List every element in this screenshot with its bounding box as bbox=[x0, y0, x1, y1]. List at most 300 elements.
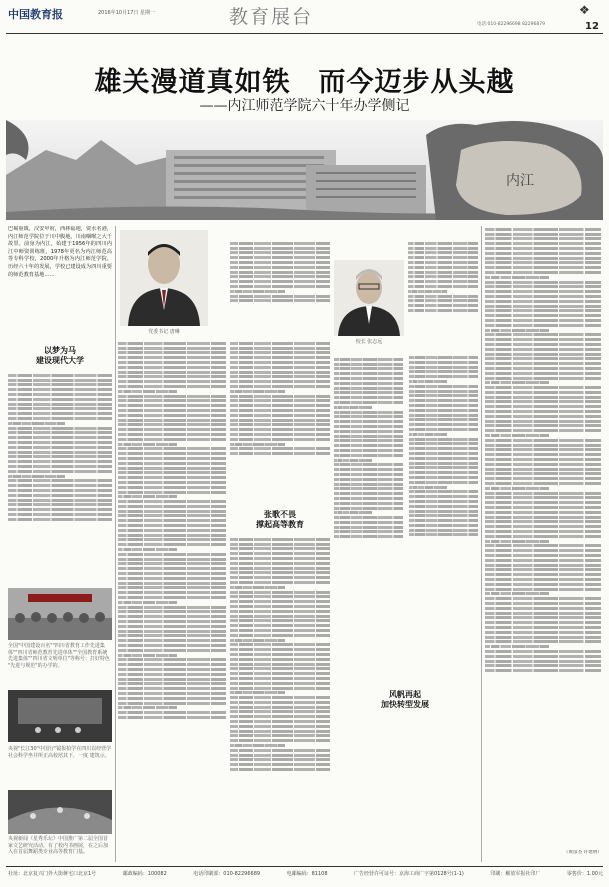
text-line bbox=[485, 597, 601, 600]
portrait-party-secretary bbox=[120, 230, 208, 326]
text-line bbox=[230, 414, 330, 417]
text-line bbox=[485, 348, 601, 351]
text-line bbox=[230, 247, 330, 250]
side-photo-1 bbox=[8, 588, 112, 640]
text-line bbox=[485, 362, 601, 365]
text-line bbox=[485, 559, 601, 562]
text-line bbox=[485, 621, 601, 624]
text-line bbox=[118, 620, 226, 623]
text-line bbox=[334, 420, 403, 423]
text-line bbox=[485, 468, 601, 471]
text-line bbox=[230, 547, 330, 550]
text-line bbox=[408, 275, 478, 278]
text-line bbox=[8, 427, 112, 430]
text-line bbox=[334, 401, 403, 404]
text-line bbox=[408, 261, 478, 264]
text-line bbox=[334, 487, 403, 490]
text-line bbox=[8, 388, 112, 391]
text-line bbox=[485, 588, 601, 591]
text-line bbox=[230, 290, 285, 293]
text-line bbox=[409, 510, 478, 513]
text-line bbox=[485, 314, 601, 317]
text-line bbox=[118, 596, 226, 599]
text-line bbox=[409, 438, 478, 441]
text-line bbox=[409, 414, 478, 417]
text-line bbox=[230, 629, 330, 632]
text-line bbox=[409, 533, 478, 536]
body-column-5 bbox=[485, 226, 601, 846]
text-line bbox=[485, 252, 601, 255]
text-line bbox=[408, 242, 478, 245]
subheadline: ——内江师范学院六十年办学侧记 bbox=[199, 98, 410, 114]
text-line bbox=[230, 744, 285, 747]
text-line bbox=[485, 228, 601, 231]
text-line bbox=[230, 261, 330, 264]
text-line bbox=[485, 281, 601, 284]
text-line bbox=[485, 516, 601, 519]
text-line bbox=[409, 361, 478, 364]
paper-mark-icon: ❖ bbox=[579, 3, 590, 17]
text-line bbox=[230, 615, 330, 618]
text-line bbox=[230, 687, 330, 690]
text-line bbox=[334, 526, 403, 529]
body-column-3-bottom bbox=[230, 536, 330, 862]
text-line bbox=[485, 242, 601, 245]
text-line bbox=[230, 285, 330, 288]
text-line bbox=[230, 677, 330, 680]
text-line bbox=[8, 441, 112, 444]
text-line bbox=[230, 667, 330, 670]
text-line bbox=[485, 338, 601, 341]
text-line bbox=[408, 256, 478, 259]
text-line bbox=[8, 398, 112, 401]
body-column-3-lower bbox=[230, 340, 330, 500]
text-line bbox=[409, 462, 478, 465]
text-line bbox=[230, 672, 330, 675]
text-line bbox=[118, 562, 226, 565]
text-line bbox=[485, 578, 601, 581]
text-line bbox=[118, 634, 226, 637]
text-line bbox=[485, 295, 601, 298]
text-line bbox=[8, 431, 112, 434]
text-line bbox=[334, 367, 403, 370]
text-line bbox=[118, 491, 226, 494]
side-caption-3: 央视新闻《星秀乐坛》中国推广第二届全国首家文艺研究活动，有了校内书画展，在之后加入在首届舞蹈类专业高等教育门基。 bbox=[8, 836, 109, 855]
text-line bbox=[118, 668, 226, 671]
text-line bbox=[118, 524, 226, 527]
text-line bbox=[334, 521, 403, 524]
text-line bbox=[485, 353, 601, 356]
text-line bbox=[8, 499, 112, 502]
text-line bbox=[485, 583, 601, 586]
text-line bbox=[409, 385, 478, 388]
caption-president: 校长 张志远 bbox=[355, 339, 383, 345]
text-line bbox=[409, 370, 478, 373]
text-line bbox=[485, 482, 601, 485]
text-line bbox=[230, 538, 330, 541]
text-line bbox=[485, 496, 601, 499]
page-number: 12 bbox=[585, 21, 599, 32]
text-line bbox=[485, 636, 601, 639]
footer-fax: 电邮编码：81108 bbox=[286, 871, 328, 877]
text-line bbox=[118, 423, 226, 426]
text-line bbox=[408, 251, 478, 254]
text-line bbox=[118, 615, 226, 618]
text-line bbox=[409, 409, 478, 412]
text-line bbox=[118, 342, 226, 345]
text-line bbox=[230, 271, 330, 274]
text-line bbox=[8, 465, 112, 468]
body-column-2 bbox=[118, 340, 226, 862]
text-line bbox=[334, 396, 403, 399]
campus-photo bbox=[6, 120, 603, 220]
text-line bbox=[8, 513, 112, 516]
text-line bbox=[334, 406, 372, 409]
text-line bbox=[118, 572, 226, 575]
text-line bbox=[118, 630, 226, 633]
campus-photo-drawing bbox=[6, 120, 603, 220]
footnote: （黄彦杰 许建明） bbox=[563, 850, 602, 855]
text-line bbox=[409, 481, 478, 484]
text-line bbox=[485, 324, 601, 327]
text-line bbox=[485, 257, 601, 260]
text-line bbox=[485, 405, 601, 408]
rock-inscription: 内江 bbox=[506, 173, 534, 189]
text-line bbox=[485, 400, 601, 403]
text-line bbox=[8, 422, 65, 425]
text-line bbox=[230, 571, 330, 574]
text-line bbox=[485, 631, 601, 634]
text-line bbox=[334, 415, 403, 418]
text-line bbox=[334, 502, 403, 505]
text-line bbox=[334, 459, 372, 462]
text-line bbox=[485, 329, 549, 332]
text-line bbox=[118, 457, 226, 460]
text-line bbox=[230, 624, 330, 627]
text-line bbox=[118, 654, 177, 657]
text-line bbox=[230, 725, 330, 728]
text-line bbox=[409, 519, 478, 522]
text-line bbox=[118, 452, 226, 455]
text-line bbox=[230, 768, 330, 771]
text-line bbox=[230, 734, 330, 737]
text-line bbox=[118, 495, 177, 498]
text-line bbox=[408, 271, 478, 274]
text-line bbox=[118, 625, 226, 628]
newspaper-logo: 中国教育报 bbox=[8, 8, 63, 21]
text-line bbox=[485, 434, 549, 437]
text-line bbox=[485, 415, 601, 418]
text-line bbox=[409, 452, 478, 455]
text-line bbox=[409, 495, 478, 498]
text-line bbox=[485, 655, 601, 658]
text-line bbox=[409, 356, 478, 359]
text-line bbox=[409, 447, 478, 450]
footer-address: 社址：北京复兴门外大街蒋宅口北京1号 bbox=[8, 871, 97, 877]
text-line bbox=[118, 702, 226, 705]
text-line bbox=[334, 478, 403, 481]
text-line bbox=[230, 375, 330, 378]
text-line bbox=[118, 471, 226, 474]
text-line bbox=[485, 477, 601, 480]
text-line bbox=[485, 664, 601, 667]
text-line bbox=[118, 371, 226, 374]
text-line bbox=[485, 487, 549, 490]
text-line bbox=[485, 261, 601, 264]
text-line bbox=[334, 463, 403, 466]
hotline: 电话:010-82296698 82296879 bbox=[477, 22, 545, 27]
text-line bbox=[8, 417, 112, 420]
text-line bbox=[118, 447, 226, 450]
text-line bbox=[230, 663, 330, 666]
text-line bbox=[409, 471, 478, 474]
text-line bbox=[408, 285, 478, 288]
text-line bbox=[485, 343, 601, 346]
text-line bbox=[230, 295, 330, 298]
section-heading-2: 张歌不畏 撑起高等教育 bbox=[256, 510, 304, 529]
text-line bbox=[230, 256, 330, 259]
text-line bbox=[230, 643, 330, 646]
text-line bbox=[8, 436, 112, 439]
text-line bbox=[8, 460, 112, 463]
text-line bbox=[118, 591, 226, 594]
text-line bbox=[230, 361, 330, 364]
text-line bbox=[118, 519, 226, 522]
text-line bbox=[118, 687, 226, 690]
text-line bbox=[230, 639, 285, 642]
text-line bbox=[8, 393, 112, 396]
text-line bbox=[8, 455, 112, 458]
text-line bbox=[334, 363, 403, 366]
text-line bbox=[485, 305, 601, 308]
text-line bbox=[230, 619, 330, 622]
text-line bbox=[485, 607, 601, 610]
text-line bbox=[409, 404, 478, 407]
text-line bbox=[118, 658, 226, 661]
text-line bbox=[230, 763, 330, 766]
text-line bbox=[118, 706, 177, 709]
text-line bbox=[334, 516, 403, 519]
text-line bbox=[485, 410, 601, 413]
text-line bbox=[334, 411, 403, 414]
text-line bbox=[118, 529, 226, 532]
text-line bbox=[230, 299, 330, 302]
portrait-drawing-1 bbox=[120, 230, 208, 326]
text-line bbox=[485, 386, 601, 389]
text-line bbox=[485, 233, 601, 236]
text-line bbox=[485, 530, 601, 533]
text-line bbox=[409, 428, 478, 431]
text-line bbox=[230, 390, 285, 393]
text-line bbox=[485, 424, 601, 427]
text-line bbox=[118, 673, 226, 676]
text-line bbox=[230, 567, 330, 570]
text-line bbox=[118, 543, 226, 546]
text-line bbox=[334, 473, 403, 476]
text-line bbox=[118, 692, 226, 695]
text-line bbox=[230, 739, 330, 742]
text-line bbox=[118, 419, 226, 422]
text-line bbox=[485, 554, 601, 557]
text-line bbox=[8, 518, 112, 521]
text-line bbox=[230, 701, 330, 704]
text-line bbox=[485, 266, 601, 269]
issue-date: 2016年10月17日 星期一 bbox=[98, 10, 156, 16]
text-line bbox=[230, 605, 330, 608]
text-line bbox=[118, 438, 226, 441]
text-line bbox=[118, 409, 226, 412]
text-line bbox=[118, 663, 226, 666]
text-line bbox=[118, 716, 226, 719]
text-line bbox=[118, 711, 226, 714]
text-line bbox=[485, 525, 601, 528]
text-line bbox=[485, 290, 601, 293]
text-line bbox=[230, 720, 330, 723]
stage-photo-drawing bbox=[8, 690, 112, 742]
text-line bbox=[485, 501, 601, 504]
text-line bbox=[485, 506, 601, 509]
text-line bbox=[230, 648, 330, 651]
text-line bbox=[230, 452, 330, 455]
text-line bbox=[230, 658, 330, 661]
text-line bbox=[230, 443, 285, 446]
text-line bbox=[485, 592, 549, 595]
text-line bbox=[230, 399, 330, 402]
text-line bbox=[230, 730, 330, 733]
text-line bbox=[334, 454, 403, 457]
text-line bbox=[408, 280, 478, 283]
text-line bbox=[485, 535, 601, 538]
footer-phone: 电话印刷部：010-82296689 bbox=[193, 871, 261, 877]
text-line bbox=[8, 503, 112, 506]
text-line bbox=[118, 601, 177, 604]
text-line bbox=[230, 242, 330, 245]
text-line bbox=[118, 351, 226, 354]
text-line bbox=[334, 535, 403, 538]
text-line bbox=[118, 380, 226, 383]
text-line bbox=[8, 479, 112, 482]
text-line bbox=[8, 407, 112, 410]
text-line bbox=[230, 280, 330, 283]
text-line bbox=[8, 403, 112, 406]
text-line bbox=[118, 510, 226, 513]
text-line bbox=[334, 492, 403, 495]
footer bbox=[8, 870, 603, 877]
text-line bbox=[334, 425, 403, 428]
text-line bbox=[230, 251, 330, 254]
text-line bbox=[334, 391, 403, 394]
text-line bbox=[485, 300, 601, 303]
text-line bbox=[230, 754, 330, 757]
text-line bbox=[230, 380, 330, 383]
text-line bbox=[118, 505, 226, 508]
caption-party-secretary: 党委书记 唐琳 bbox=[148, 329, 180, 335]
text-line bbox=[485, 645, 549, 648]
section-title: 教育展台 bbox=[229, 6, 314, 28]
text-line bbox=[485, 492, 601, 495]
text-line bbox=[485, 568, 601, 571]
text-line bbox=[118, 366, 226, 369]
text-line bbox=[409, 423, 478, 426]
text-line bbox=[118, 678, 226, 681]
text-line bbox=[230, 710, 330, 713]
text-line bbox=[485, 463, 601, 466]
text-line bbox=[408, 247, 478, 250]
text-line bbox=[118, 649, 226, 652]
text-line bbox=[334, 483, 403, 486]
text-line bbox=[230, 682, 330, 685]
text-line bbox=[485, 367, 601, 370]
text-line bbox=[485, 391, 601, 394]
text-line bbox=[8, 374, 112, 377]
portrait-president bbox=[334, 260, 404, 336]
text-line bbox=[230, 715, 330, 718]
footer-printer: 印刷：解放军报社印厂 bbox=[490, 871, 541, 877]
text-line bbox=[230, 404, 330, 407]
text-line bbox=[485, 448, 601, 451]
text-line bbox=[230, 581, 330, 584]
text-line bbox=[485, 333, 601, 336]
text-line bbox=[118, 462, 226, 465]
text-line bbox=[118, 486, 226, 489]
text-line bbox=[485, 396, 601, 399]
text-line bbox=[409, 380, 447, 383]
text-line bbox=[230, 595, 330, 598]
side-photo-2 bbox=[8, 690, 112, 742]
text-line bbox=[118, 481, 226, 484]
text-line bbox=[409, 524, 478, 527]
text-line bbox=[230, 447, 330, 450]
side-photo-3 bbox=[8, 790, 112, 834]
text-line bbox=[485, 237, 601, 240]
text-line bbox=[334, 468, 403, 471]
text-line bbox=[230, 586, 285, 589]
headline: 雄关漫道真如铁 而今迈步从头越 bbox=[94, 67, 515, 98]
text-line bbox=[8, 489, 112, 492]
text-line bbox=[230, 610, 330, 613]
text-line bbox=[118, 567, 226, 570]
text-line bbox=[118, 404, 226, 407]
text-line bbox=[485, 660, 601, 663]
text-line bbox=[118, 538, 226, 541]
text-line bbox=[485, 285, 601, 288]
side-caption-2: 央视"长江30"中国行"镜报拍学在四川以经营学社会科学坐并所正高校培其下，一度 建筑示。 bbox=[8, 746, 112, 759]
text-line bbox=[230, 351, 330, 354]
text-line bbox=[485, 602, 601, 605]
text-line bbox=[118, 697, 226, 700]
text-line bbox=[230, 356, 330, 359]
text-line bbox=[8, 494, 112, 497]
text-line bbox=[334, 387, 403, 390]
text-line bbox=[230, 366, 330, 369]
text-line bbox=[334, 444, 403, 447]
section-heading-1: 以梦为马 建设现代大学 bbox=[36, 346, 84, 365]
text-line bbox=[334, 372, 403, 375]
text-line bbox=[485, 612, 601, 615]
text-line bbox=[485, 381, 549, 384]
text-line bbox=[485, 520, 601, 523]
column-divider bbox=[115, 226, 116, 862]
text-line bbox=[485, 309, 601, 312]
text-line bbox=[408, 290, 447, 293]
text-line bbox=[118, 606, 226, 609]
text-line bbox=[485, 420, 601, 423]
text-line bbox=[230, 266, 330, 269]
text-line bbox=[118, 361, 226, 364]
text-line bbox=[485, 377, 601, 380]
text-line bbox=[118, 375, 226, 378]
text-line bbox=[485, 357, 601, 360]
